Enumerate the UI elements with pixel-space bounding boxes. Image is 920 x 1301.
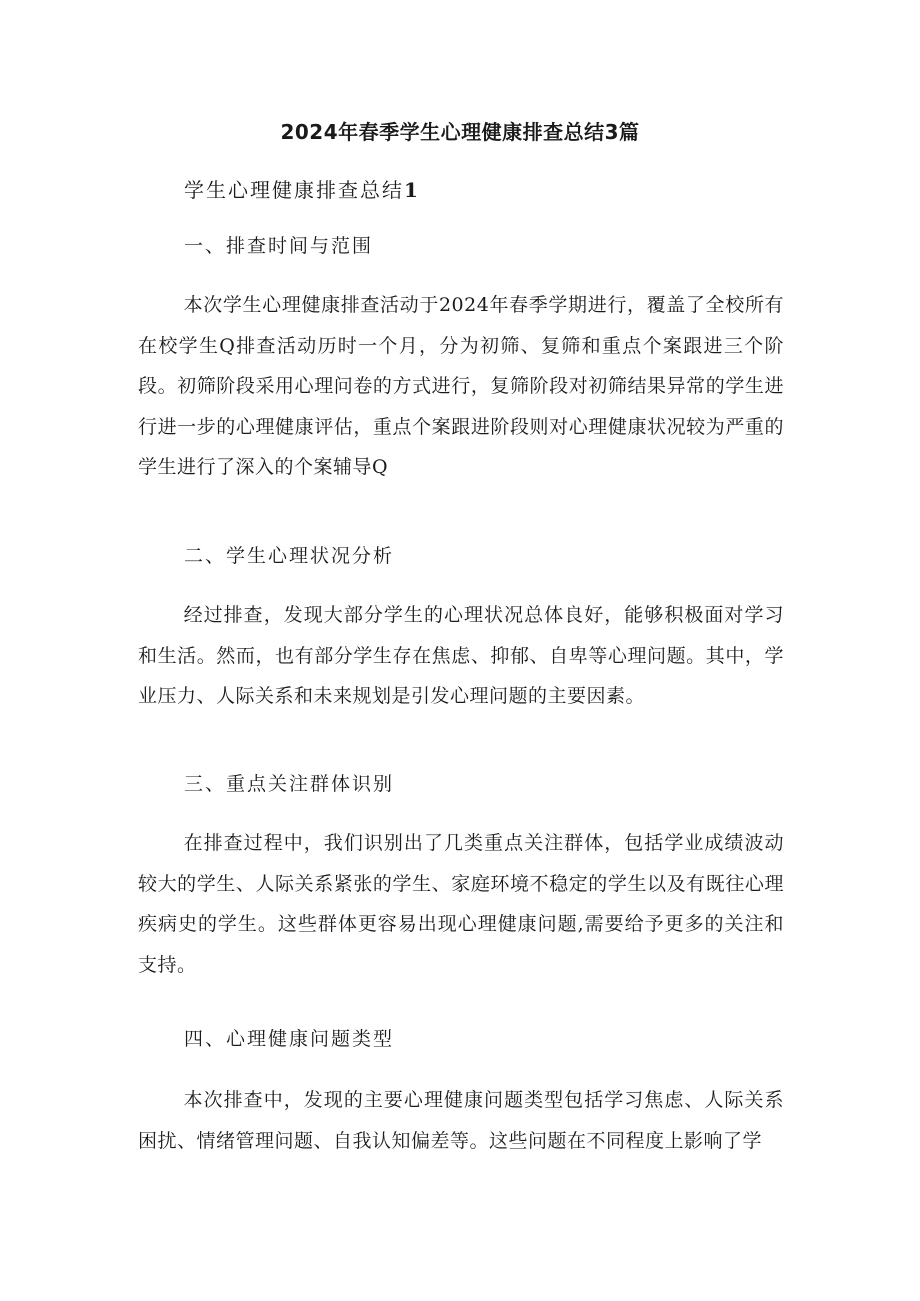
document-title: 2024年春季学生心理健康排查总结3篇	[280, 120, 640, 144]
section-paragraph-4: 本次排查中，发现的主要心理健康问题类型包括学习焦虑、人际关系困扰、情绪管理问题、自我认知偏差等。这些问题在不同程度上影响了学	[138, 1089, 784, 1152]
subtitle-text: 学生心理健康排查总结	[184, 178, 404, 202]
article-subtitle	[184, 176, 420, 204]
section-paragraph-1: 本次学生心理健康排查活动于2024年春季学期进行，覆盖了全校所有在校学生Q排查活动历时一个月，分为初筛、复筛和重点个案跟进三个阶段。初筛阶段采用心理问卷的方式进行，复筛阶段对初筛结果异常的学生进行进一步的心理健康评估，重点个案跟进阶段则对心理健康状况较为严重的学生进行了深入的个案辅导Q	[138, 294, 784, 478]
section-heading-4: 四、心理健康问题类型	[184, 1028, 395, 1050]
section-paragraph-3: 在排查过程中，我们识别出了几类重点关注群体，包括学业成绩波动较大的学生、人际关系紧张的学生、家庭环境不稳定的学生以及有既往心理疾病史的学生。这些群体更容易出现心理健康问题,需要给予更多的关注和支持。	[138, 832, 784, 976]
section-paragraph-2: 经过排查，发现大部分学生的心理状况总体良好，能够积极面对学习和生活。然而，也有部分学生存在焦虑、抑郁、自卑等心理问题。其中，学业压力、人际关系和未来规划是引发心理问题的主要因素。	[138, 604, 784, 707]
section-heading-1: 一、排查时间与范围	[184, 235, 374, 257]
section-heading-3: 三、重点关注群体识别	[184, 773, 395, 795]
section-heading-2: 二、学生心理状况分析	[184, 545, 395, 567]
subtitle-number: 1	[404, 178, 420, 202]
